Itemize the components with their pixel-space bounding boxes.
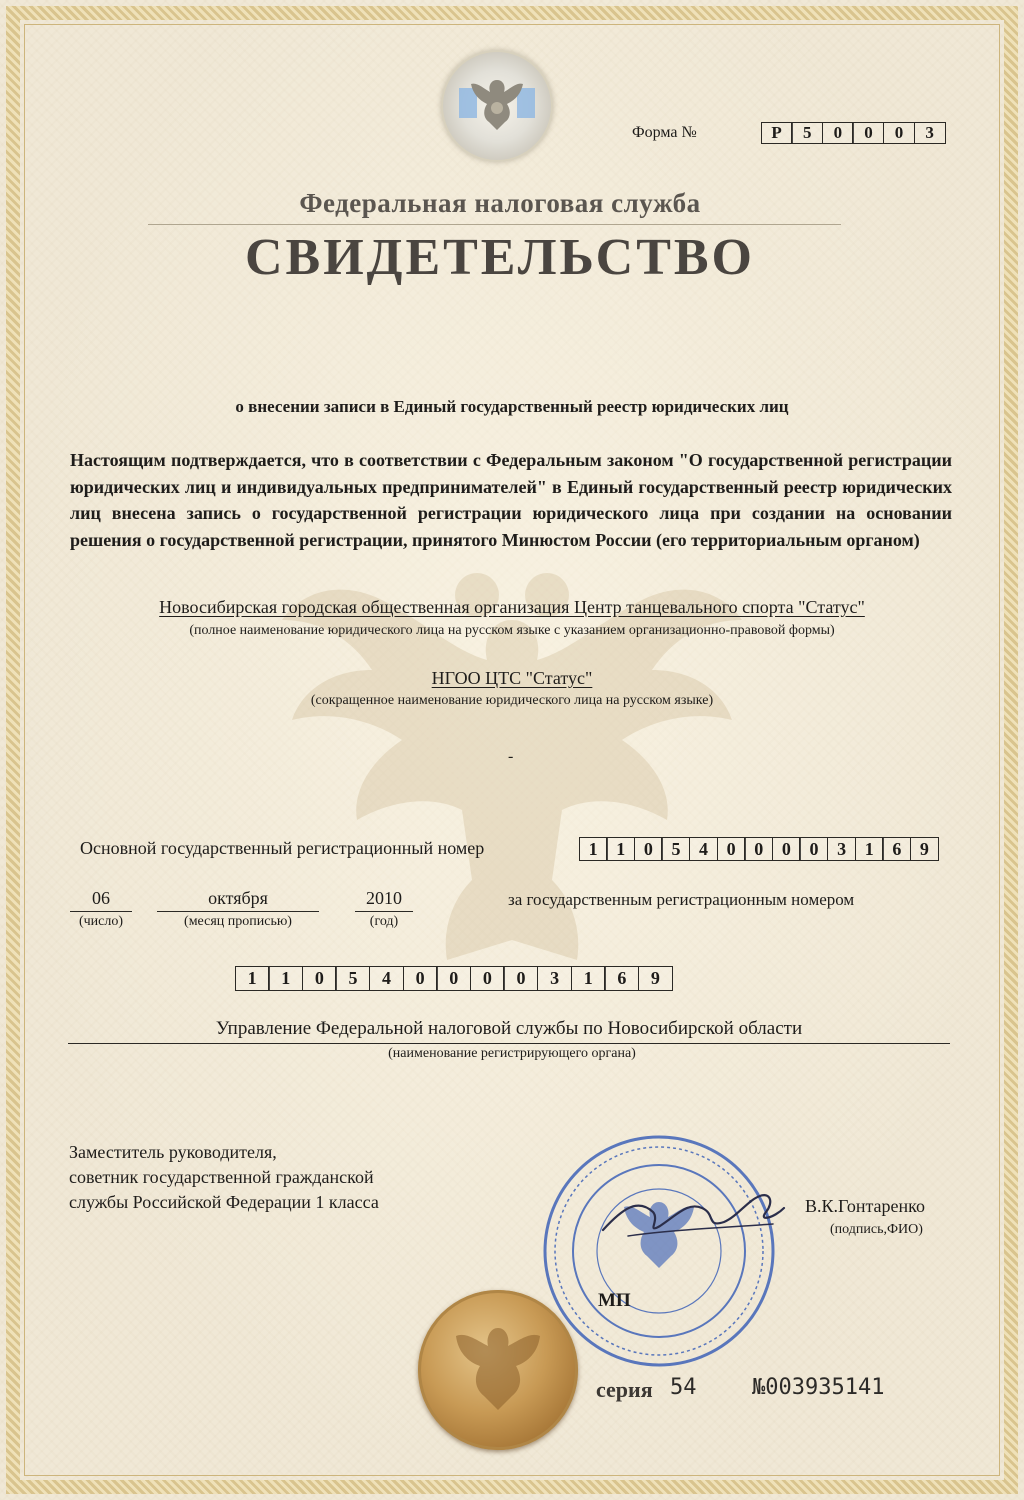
seal-place-label: МП <box>598 1290 631 1311</box>
form-code-char: 0 <box>852 122 884 144</box>
double-headed-eagle-icon <box>441 50 553 162</box>
year-caption: (год) <box>369 914 399 929</box>
registration-digit: 0 <box>302 966 337 991</box>
ogrn-digit: 5 <box>661 837 690 861</box>
ogrn-digit: 0 <box>744 837 773 861</box>
signer-position <box>69 1140 379 1215</box>
ogrn-digit: 1 <box>606 837 635 861</box>
handwritten-signature <box>598 1178 788 1248</box>
ogrn-digit: 6 <box>882 837 911 861</box>
certification-paragraph: Настоящим подтверждается, что в соответствии с Федеральным законом "О государственной регистрации юридических лиц и индивидуальных предпринимателей" в Единый государственный реестр юридических лиц внесена запись о государственной регистрации юридического лица при создании на основании решения о государственной регистрации, принятого Минюстом России (его территориальным органом) <box>70 450 952 550</box>
registration-month: октября <box>157 888 319 912</box>
ogrn-digit: 0 <box>634 837 663 861</box>
ogrn-digit: 1 <box>579 837 608 861</box>
form-code-char: 3 <box>914 122 946 144</box>
document-subtitle: о внесении записи в Единый государственный реестр юридических лиц <box>235 397 789 416</box>
short-name-value: НГОО ЦТС "Статус" <box>431 668 593 688</box>
form-number-label: Форма № <box>632 124 697 141</box>
position-line: службы Российской Федерации 1 класса <box>69 1192 379 1212</box>
hologram-emblem <box>441 50 553 162</box>
registration-number-boxes <box>236 966 673 991</box>
ogrn-digit: 3 <box>827 837 856 861</box>
registration-digit: 1 <box>235 966 270 991</box>
gold-foil-seal <box>418 1290 578 1450</box>
month-caption: (месяц прописью) <box>184 914 292 929</box>
registration-number-phrase: за государственным регистрационным номером <box>508 890 855 909</box>
position-line: советник государственной гражданской <box>69 1167 374 1187</box>
registration-digit: 0 <box>470 966 505 991</box>
short-name-field <box>0 668 1024 689</box>
registration-year: 2010 <box>355 888 413 912</box>
signer-name: В.К.Гонтаренко <box>805 1196 925 1216</box>
issuing-service-title: Федеральная налоговая служба <box>299 188 701 218</box>
authority-caption: (наименование регистрирующего органа) <box>388 1046 636 1061</box>
ogrn-digit: 0 <box>799 837 828 861</box>
registering-authority: Управление Федеральной налоговой службы по Новосибирской области <box>68 1018 950 1044</box>
foreign-name-placeholder: - <box>508 748 514 765</box>
signer-caption: (подпись,ФИО) <box>830 1222 923 1237</box>
registration-digit: 0 <box>403 966 438 991</box>
form-code-boxes <box>762 122 946 144</box>
series-label: серия <box>596 1377 653 1402</box>
registration-digit: 3 <box>537 966 572 991</box>
position-line: Заместитель руководителя, <box>69 1142 277 1162</box>
full-name-value: Новосибирская городская общественная организация Центр танцевального спорта "Статус" <box>159 597 865 617</box>
ogrn-digit-boxes <box>580 837 939 861</box>
ogrn-digit: 0 <box>717 837 746 861</box>
registration-digit: 0 <box>503 966 538 991</box>
full-name-caption: (полное наименование юридического лица на русском языке с указанием организационно-правовой формы) <box>189 623 835 638</box>
ogrn-digit: 4 <box>689 837 718 861</box>
form-code-char: 5 <box>791 122 823 144</box>
ogrn-label: Основной государственный регистрационный номер <box>80 838 485 858</box>
embossed-eagle-icon <box>418 1290 578 1450</box>
registration-digit: 0 <box>436 966 471 991</box>
ogrn-digit: 1 <box>855 837 884 861</box>
series-number: 54 <box>670 1375 697 1400</box>
registration-digit: 9 <box>638 966 673 991</box>
form-code-char: 0 <box>883 122 915 144</box>
registration-digit: 1 <box>268 966 303 991</box>
form-code-char: Р <box>761 122 793 144</box>
document-title: СВИДЕТЕЛЬСТВО <box>244 229 756 286</box>
form-code-char: 0 <box>822 122 854 144</box>
registration-digit: 6 <box>604 966 639 991</box>
registration-digit: 1 <box>571 966 606 991</box>
ogrn-digit: 0 <box>772 837 801 861</box>
ogrn-digit: 9 <box>910 837 939 861</box>
full-name-field <box>0 597 1024 618</box>
short-name-caption: (сокращенное наименование юридического лица на русском языке) <box>310 693 714 708</box>
title-divider <box>148 224 841 225</box>
registration-day: 06 <box>70 888 132 912</box>
registration-digit: 5 <box>335 966 370 991</box>
certificate-number: №003935141 <box>752 1375 885 1400</box>
day-caption: (число) <box>78 914 124 929</box>
registration-digit: 4 <box>369 966 404 991</box>
